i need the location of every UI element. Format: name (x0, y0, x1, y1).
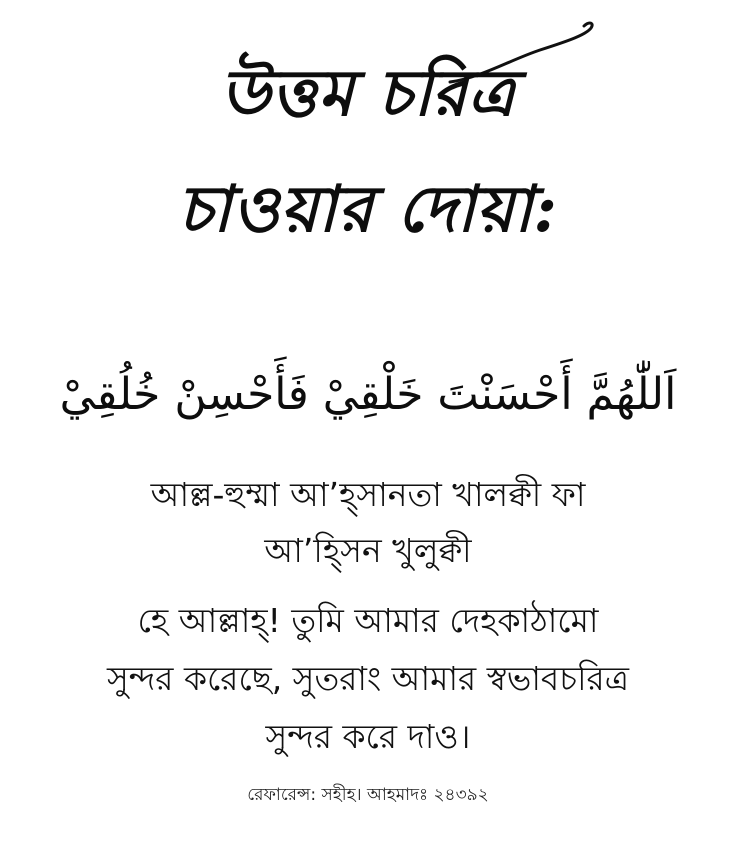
reference-note: রেফারেন্স: সহীহ। আহমাদঃ ২৪৩৯২ (247, 785, 489, 805)
transliteration-line-2: আ’হ্সিন খুলুক্বী (264, 531, 472, 570)
title-line-1: উত্তম চরিত্র (220, 56, 516, 131)
meaning-line-3: সুন্দর করে দাও। (265, 717, 471, 756)
title-line-2: চাওয়ার দোয়া: (178, 172, 558, 247)
arabic-dua: اَللّٰهُمَّ أَحْسَنْتَ خَلْقِيْ فَأَحْسِنْ خُلُقِيْ (59, 369, 677, 420)
transliteration-line-1: আল্ল-হুম্মা আ’হ্সানতা খালক্বী ফা (150, 475, 586, 514)
meaning-line-1: হে আল্লাহ্! তুমি আমার দেহকাঠামো (137, 601, 599, 640)
meaning-line-2: সুন্দর করেছে, সুতরাং আমার স্বভাবচরিত্র (107, 659, 629, 698)
